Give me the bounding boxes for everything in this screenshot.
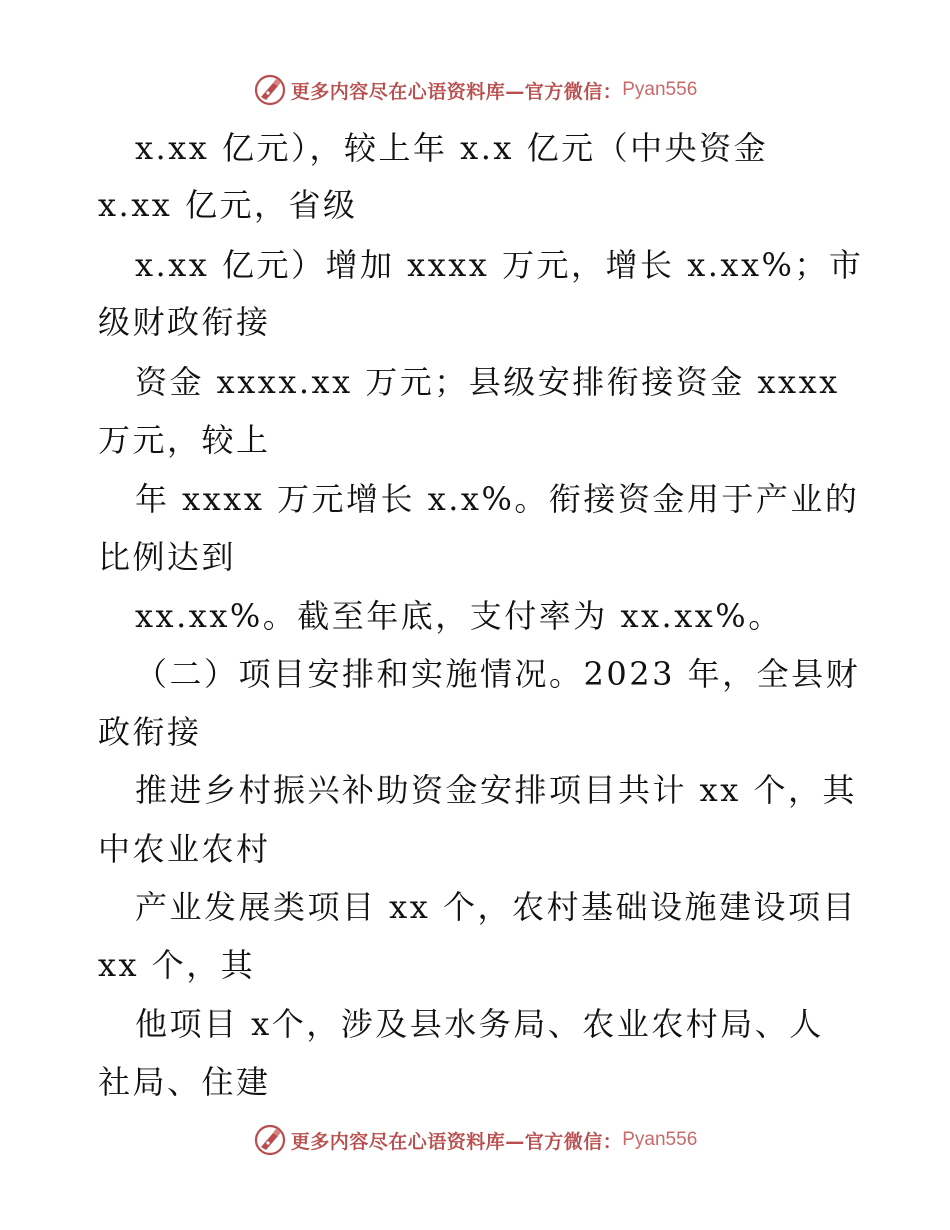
wechat-id: Pyan556 xyxy=(622,1129,698,1150)
body-line: x.xx 亿元）增加 xxxx 万元，增长 x.xx%；市 xyxy=(135,246,864,284)
banner-text: 更多内容尽在心语资料库—官方微信： xyxy=(290,1130,623,1153)
body-line: xx 个，其 xyxy=(98,946,256,984)
footer-watermark-banner xyxy=(0,1120,950,1160)
body-line: xx.xx%。截至年底，支付率为 xx.xx%。 xyxy=(135,597,783,635)
body-line: 万元，较上 xyxy=(98,421,271,459)
body-line: 级财政衔接 xyxy=(98,303,271,341)
body-line: 中农业农村 xyxy=(98,830,271,868)
body-line: 他项目 x个，涉及县水务局、农业农村局、人 xyxy=(135,1005,824,1043)
pen-nib-logo-icon xyxy=(253,1123,287,1157)
banner-text: 更多内容尽在心语资料库—官方微信： xyxy=(290,80,623,103)
body-line: 社局、住建 xyxy=(98,1063,271,1101)
section-heading-line: （二）项目安排和实施情况。2023 年，全县财 xyxy=(135,655,861,693)
body-line: x.xx 亿元），较上年 x.x 亿元（中央资金 xyxy=(135,129,769,167)
wechat-id: Pyan556 xyxy=(622,79,698,100)
body-line: 年 xxxx 万元增长 x.x%。衔接资金用于产业的 xyxy=(135,480,860,518)
body-line: 资金 xxxx.xx 万元；县级安排衔接资金 xxxx xyxy=(135,363,840,401)
body-line: 推进乡村振兴补助资金安排项目共计 xx 个，其 xyxy=(135,771,857,809)
body-line: 政衔接 xyxy=(98,713,202,751)
body-line: x.xx 亿元，省级 xyxy=(98,186,358,224)
body-line: 产业发展类项目 xx 个，农村基础设施建设项目 xyxy=(135,888,857,926)
body-line: 比例达到 xyxy=(98,538,237,576)
